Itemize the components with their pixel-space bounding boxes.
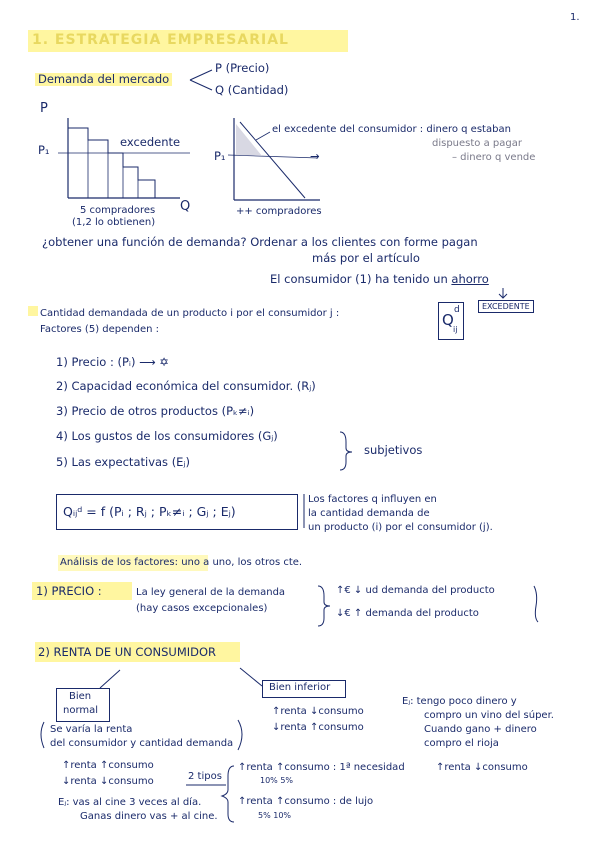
graph2-p1-label: P₁ xyxy=(214,149,226,163)
bien-normal-label-1: Bien xyxy=(69,691,92,702)
precio-rule-2: ↓€ ↑ demanda del producto xyxy=(336,608,479,619)
graph2-marker: → xyxy=(310,149,320,163)
page-number: 1. xyxy=(570,12,580,23)
inferior-example-1: Eⱼ: tengo poco dinero y xyxy=(402,696,517,707)
inferior-example-3: Cuando gano + dinero xyxy=(424,724,537,735)
question-line-1: ¿obtener una función de demanda? Ordenar a los clientes con forme pagan xyxy=(42,235,478,249)
subjetivos-label: subjetivos xyxy=(364,443,423,457)
factor-4: 4) Los gustos de los consumidores (Gⱼ) xyxy=(56,429,278,443)
cantidad-symbol-sub: ij xyxy=(453,325,458,334)
graph1-caption-sub: (1,2 lo obtienen) xyxy=(72,217,156,228)
normal-example-1: Eⱼ: vas al cine 3 veces al día. xyxy=(58,797,202,808)
bien-inferior-label: Bien inferior xyxy=(269,682,331,693)
formula-desc-2: la cantidad demanda de xyxy=(308,508,430,519)
graph1-caption: 5 compradores xyxy=(80,205,156,216)
bien-normal-label-2: normal xyxy=(63,705,99,716)
factor-2: 2) Capacidad económica del consumidor. (Rⱼ) xyxy=(56,379,316,393)
cantidad-symbol-q: Q xyxy=(442,311,454,329)
tipo-2-pct: 5% 10% xyxy=(258,811,292,820)
precio-desc-2: (hay casos excepcionales) xyxy=(136,603,268,614)
formula-box xyxy=(56,494,298,530)
bien-normal-box xyxy=(56,688,110,722)
question-line-3 xyxy=(270,273,489,286)
normal-example-2: Ganas dinero vas + al cine. xyxy=(80,811,218,822)
graph1-excedente: excedente xyxy=(120,135,181,149)
branch-normal xyxy=(100,670,120,688)
analisis-text: Análisis de los factores: uno a uno, los otros cte. xyxy=(60,557,303,568)
question-ahorro: ahorro xyxy=(451,272,489,286)
normal-rule-2: ↓renta ↓consumo xyxy=(62,776,154,787)
precio-brace-right xyxy=(534,586,538,622)
question-line-2: más por el artículo xyxy=(312,251,420,265)
inferior-rule-3: ↑renta ↓consumo xyxy=(436,762,528,773)
normal-rule-1: ↑renta ↑consumo xyxy=(62,760,154,771)
tipo-1-pct: 10% 5% xyxy=(260,776,294,785)
graph2-note-3: – dinero q vende xyxy=(452,152,536,163)
bien-inferior-box xyxy=(262,680,346,698)
cantidad-line-2: Factores (5) dependen : xyxy=(40,324,159,335)
branch-line-p xyxy=(190,70,212,80)
graph2-note-1: el excedente del consumidor : dinero q estaban xyxy=(272,124,511,135)
tipo-1: ↑renta ↑consumo : 1ª necesidad xyxy=(238,762,405,773)
inferior-example-4: compro el rioja xyxy=(424,738,499,749)
graph1-p1-label: P₁ xyxy=(38,143,50,157)
formula-text: Qᵢⱼᵈ = f (Pᵢ ; Rⱼ ; Pₖ≠ᵢ ; Gⱼ ; Eⱼ) xyxy=(63,504,236,519)
market-branch-quantity: Q (Cantidad) xyxy=(215,83,289,97)
inferior-rule-1: ↑renta ↓consumo xyxy=(272,706,364,717)
formula-desc-1: Los factores q influyen en xyxy=(308,494,437,505)
question-line-3-prefix: El consumidor (1) ha tenido un xyxy=(270,272,448,286)
precio-rule-1: ↑€ ↓ ud demanda del producto xyxy=(336,585,495,596)
excedente-box: EXCEDENTE xyxy=(478,300,534,313)
graph2-caption: ++ compradores xyxy=(236,206,322,217)
formula-desc-3: un producto (i) por el consumidor (j). xyxy=(308,522,493,533)
graph1-p-label: P xyxy=(40,101,48,116)
subjetivos-brace xyxy=(340,432,352,470)
tipos-label: 2 tipos xyxy=(188,771,222,782)
page-title: 1. ESTRATEGIA EMPRESARIAL xyxy=(32,32,289,48)
cantidad-highlight xyxy=(28,306,38,316)
normal-desc-1: Se varía la renta xyxy=(50,724,133,735)
precio-desc-1: La ley general de la demanda xyxy=(136,587,286,598)
branch-inferior xyxy=(240,668,262,686)
inferior-rule-2: ↓renta ↑consumo xyxy=(272,722,364,733)
cantidad-line-1: Cantidad demandada de un producto i por el consumidor j : xyxy=(40,308,340,319)
market-heading: Demanda del mercado xyxy=(35,73,172,86)
graph-1-bars xyxy=(58,118,190,198)
cantidad-symbol-sup: d xyxy=(454,305,460,315)
precio-label: 1) PRECIO : xyxy=(36,584,102,598)
factor-5: 5) Las expectativas (Eⱼ) xyxy=(56,455,190,469)
market-branch-price: P (Precio) xyxy=(215,61,270,75)
graph1-q-label: Q xyxy=(180,199,191,214)
factor-3: 3) Precio de otros productos (Pₖ≠ᵢ) xyxy=(56,404,255,418)
factor-1: 1) Precio : (Pᵢ) ⟶ ✡ xyxy=(56,355,169,369)
inferior-example-2: compro un vino del súper. xyxy=(424,710,554,721)
tipos-brace xyxy=(222,766,234,822)
tipo-2: ↑renta ↑consumo : de lujo xyxy=(238,796,374,807)
cantidad-symbol-box xyxy=(438,302,464,340)
normal-desc-2: del consumidor y cantidad demanda xyxy=(50,738,234,749)
renta-heading: 2) RENTA DE UN CONSUMIDOR xyxy=(38,645,217,659)
graph2-note-2: dispuesto a pagar xyxy=(432,138,522,149)
branch-line-q xyxy=(190,80,212,90)
precio-brace-left xyxy=(318,586,330,626)
